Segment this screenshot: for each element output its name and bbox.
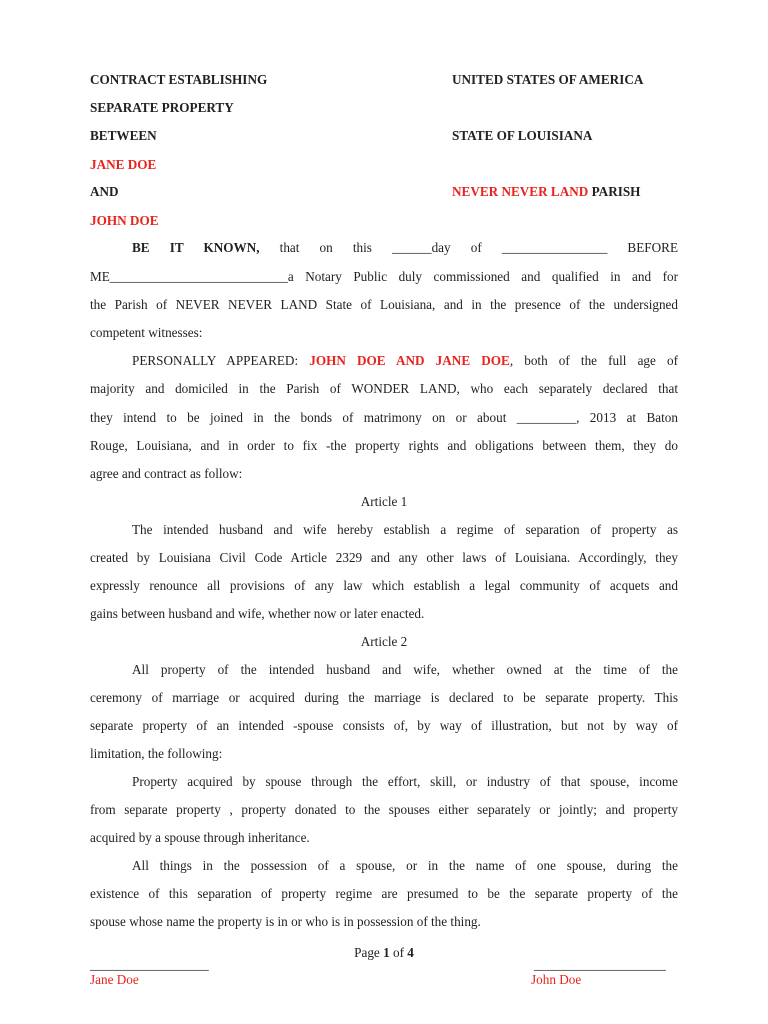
signature-line-left: __________________ [90, 957, 209, 972]
appeared-line-4: Rouge, Louisiana, and in order to fix -the property rights and obligations between them, they do [90, 438, 678, 453]
appeared-names: JOHN DOE AND JANE DOE [309, 353, 510, 368]
article-2-p1-line-3: separate property of an intended -spouse consists of, by way of illustration, but not by way of [90, 718, 678, 733]
article-1-line-4: gains between husband and wife, whether now or later enacted. [90, 606, 425, 621]
signature-name-john: John Doe [531, 972, 582, 987]
title-and: AND [90, 184, 119, 199]
appeared-line-3: they intend to be joined in the bonds of matrimony on or about _________, 2013 at Baton [90, 410, 678, 425]
parish-word: PARISH [588, 184, 641, 199]
be-it-known: BE IT KNOWN, [132, 240, 260, 255]
jurisdiction-state: STATE OF LOUISIANA [452, 128, 593, 143]
party-jane-doe: JANE DOE [90, 157, 157, 172]
title-between: BETWEEN [90, 128, 157, 143]
article-1-line-2: created by Louisiana Civil Code Article 2329 and any other laws of Louisiana. Accordingly, they [90, 550, 678, 565]
appeared-prefix: PERSONALLY APPEARED: [132, 353, 310, 368]
page-current: 1 [383, 945, 390, 960]
article-2-p1-line-1: All property of the intended husband and wife, whether owned at the time of the [132, 662, 678, 677]
article-2-p1-line-4: limitation, the following: [90, 746, 223, 761]
intro-line-3: the Parish of NEVER NEVER LAND State of Louisiana, and in the presence of the undersigned [90, 297, 678, 312]
parish-name: NEVER NEVER LAND [452, 184, 589, 199]
article-1-line-3: expressly renounce all provisions of any law which establish a legal community of acquets and [90, 578, 678, 593]
article-2-p3-line-2: existence of this separation of property regime are presumed to be the separate property of the [90, 886, 678, 901]
appeared-line-5: agree and contract as follow: [90, 466, 243, 481]
article-1-title: Article 1 [360, 494, 408, 509]
article-2-p2-line-2: from separate property , property donated to the spouses either separately or jointly; and property [90, 802, 678, 817]
page-total: 4 [407, 945, 414, 960]
article-1-line-1: The intended husband and wife hereby establish a regime of separation of property as [132, 522, 678, 537]
appeared-line-2: majority and domiciled in the Parish of WONDER LAND, who each separately declared that [90, 381, 678, 396]
intro-line-2: ME___________________________a Notary Public duly commissioned and qualified in and for [90, 269, 678, 284]
jurisdiction-country: UNITED STATES OF AMERICA [452, 72, 644, 87]
article-2-p3-line-3: spouse whose name the property is in or who is in possession of the thing. [90, 914, 481, 929]
appeared-line-1 [90, 353, 678, 369]
jurisdiction-parish [452, 184, 640, 200]
article-2-title: Article 2 [360, 634, 408, 649]
intro-line-1 [90, 240, 678, 256]
signature-name-jane: Jane Doe [90, 972, 139, 987]
appeared-line-1-text: , both of the full age of [509, 353, 678, 368]
article-2-p3-line-1: All things in the possession of a spouse, or in the name of one spouse, during the [132, 858, 678, 873]
page-word: Page [354, 945, 384, 960]
page-of: of [389, 945, 408, 960]
title-line-1: CONTRACT ESTABLISHING [90, 72, 268, 87]
article-2-p2-line-3: acquired by a spouse through inheritance. [90, 830, 310, 845]
title-line-2: SEPARATE PROPERTY [90, 100, 234, 115]
party-john-doe: JOHN DOE [90, 213, 159, 228]
article-2-p1-line-2: ceremony of marriage or acquired during the marriage is declared to be separate property. This [90, 690, 678, 705]
signature-line-right: ____________________ [534, 957, 666, 972]
intro-line-1-text: that on this ______day of ________________ BEFORE [259, 240, 678, 255]
intro-line-4: competent witnesses: [90, 325, 203, 340]
article-2-p2-line-1: Property acquired by spouse through the effort, skill, or industry of that spouse, income [132, 774, 678, 789]
document-page [90, 0, 678, 1024]
